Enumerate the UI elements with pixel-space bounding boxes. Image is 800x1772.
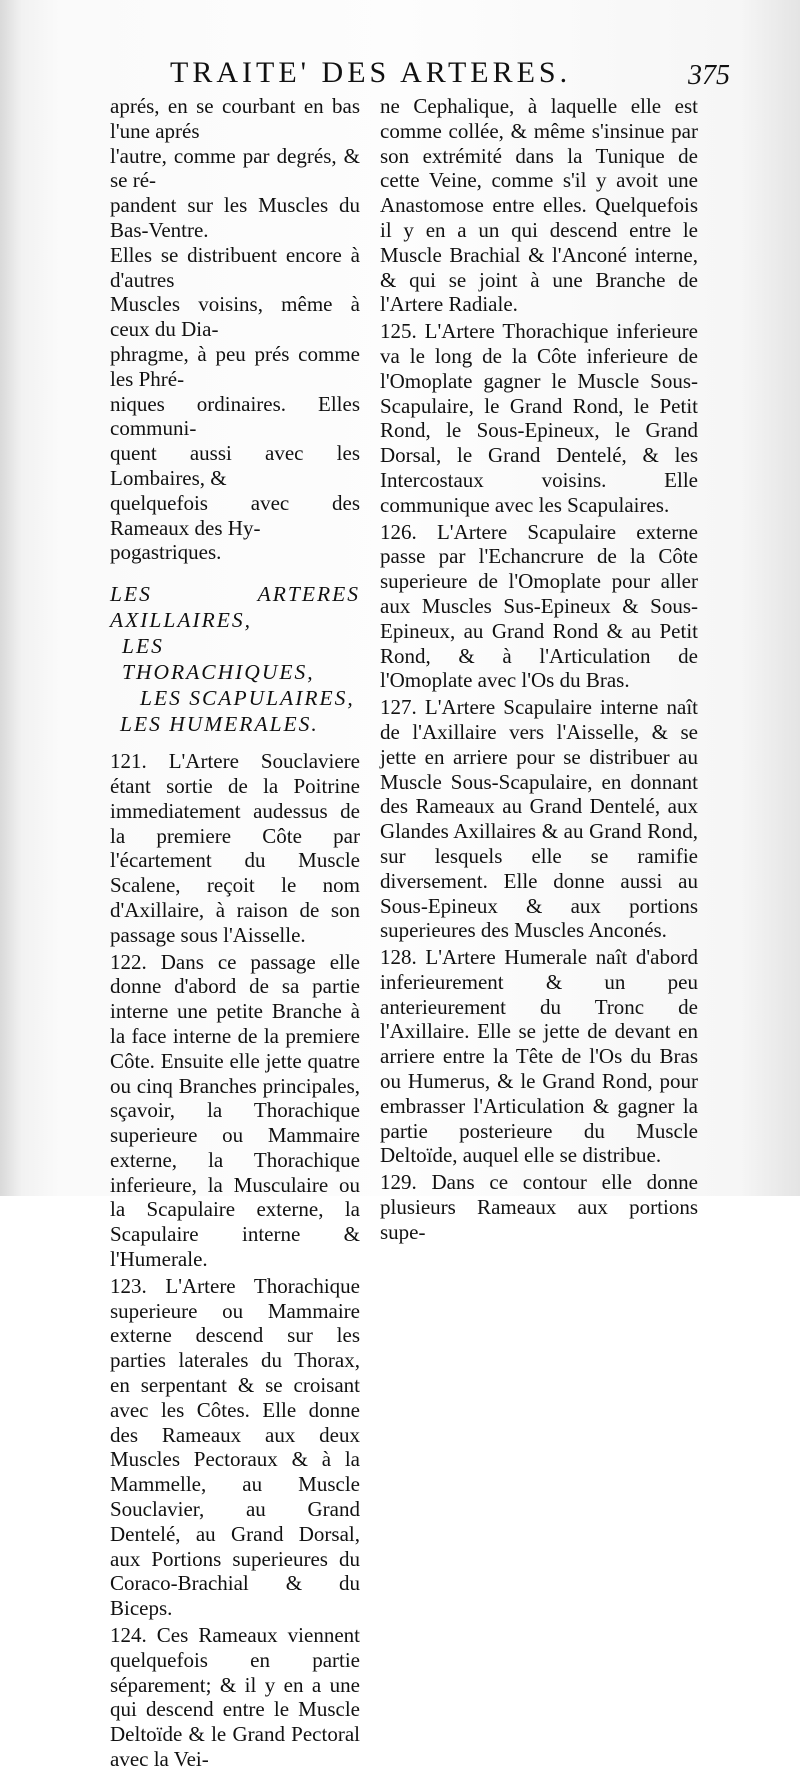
heading-line: LES SCAPULAIRES, [140,686,355,711]
continued-text-line: quelquefois avec des Rameaux des Hy- [110,490,360,540]
paragraph-text: Dans ce passage elle donne d'abord de sa partie interne une petite Branche à la face interne de la premiere Côte. Ensuite elle jette quatre ou cinq Branches principales, sçavoir, la Thorachique superieure ou Mammaire externe, la Thorachique inferieure, la Musculaire ou la Scapulaire externe, la Scapulaire interne & l'Humerale. [110,949,361,1272]
paragraph-122 [110,950,360,1272]
page-number: 375 [688,60,730,91]
heading-line: LES ARTERES AXILLAIRES, [110,582,360,633]
paragraph-text: L'Artere Souclaviere étant sortie de la Poitrine immediatement audessus de la premiere Côte par l'écartement du Muscle Scalene, reçoit le nom d'Axillaire, à raison de son passage sous l'Aisselle. [110,749,360,947]
continued-text-line: l'autre, comme par degrés, & se ré- [110,143,360,193]
continued-paragraph: ne Cephalique, à laquelle elle est comme collée, & même s'insinue par son extrémité dans la Tunique de cette Veine, comme s'il y avoit une Anastomose entre elles. Quelquefois il y en a un qui descend entre le Muscle Brachial & l'Anconé interne, & qui se joint à une Branche de l'Artere Radiale. [380,94,698,317]
paragraph-number: 122. [110,949,147,974]
paragraph-text: L'Artere Scapulaire externe passe par l'Echancrure de la Côte superieure de l'Omoplate pour aller aux Muscles Sus-Epineux & Sous-Epineux, au Grand Rond & au Petit Rond, & à l'Articulation de l'Omoplate avec l'Os du Bras. [380,519,699,693]
right-column [380,94,698,1245]
paragraph-text: L'Artere Humerale naît d'abord inferieurement & un peu anterieurement du Tronc de l'Axillaire. Elle se jette de devant en arriere entre la Tête de l'Os du Bras ou Humerus, & le Grand Rond, pour embrasser l'Articulation & gagner la partie posterieure du Muscle Deltoïde, auquel elle se distribue. [380,945,698,1168]
paragraph-121 [110,749,360,947]
continued-text-line: aprés, en se courbant en bas l'une aprés [110,94,360,143]
heading-line: LES HUMERALES. [120,712,319,737]
paragraph-124 [110,1623,360,1772]
heading-line: LES THORACHIQUES, [122,634,315,685]
paragraph-text: L'Artere Thorachique superieure ou Mammaire externe descend sur les parties laterales du Thorax, en serpentant & se croisant avec les Côtes. Elle donne des Rameaux aux deux Muscles Pectoraux & à la Mammelle, au Muscle Souclavier, au Grand Dentelé, au Grand Dorsal, aux Portions superieures du Coraco-Brachial & du Biceps. [110,1273,361,1621]
paragraph-number: 123. [110,1273,147,1298]
paragraph-number: 127. [380,695,417,720]
continued-text-line: Muscles voisins, même à ceux du Dia- [110,292,360,342]
paragraph-text: L'Artere Thorachique inferieure va le long de la Côte inferieure de l'Omoplate gagner le Muscle Sous-Scapulaire, le Grand Rond, le Petit Rond, le Sous-Epineux, le Grand Dorsal, le Grand Dentelé, & les Intercostaux voisins. Elle communique avec les Scapulaires. [380,319,698,517]
section-heading [110,581,360,737]
left-column [110,94,360,1772]
page-header [170,56,730,96]
paragraph-126 [380,520,698,694]
continued-text-line: pandent sur les Muscles du Bas-Ventre. [110,193,360,242]
paragraph-number: 125. [380,319,417,344]
continued-text-line: niques ordinaires. Elles communi- [110,391,360,441]
paragraph-text: L'Artere Scapulaire interne naît de l'Axillaire vers l'Aisselle, & se jette en arriere pour se distribuer au Muscle Sous-Scapulaire, en donnant des Rameaux au Grand Dentelé, aux Glandes Axillaires & au Grand Rond, sur lesquels elle se ramifie diversement. Elle donne aussi au Sous-Epineux & aux portions superieures des Muscles Anconés. [380,695,698,943]
paragraph-128 [380,945,698,1168]
paragraph-text: Dans ce contour elle donne plusieurs Rameaux aux portions supe- [380,1170,698,1244]
paragraph-number: 129. [380,1170,417,1195]
paragraph-number: 128. [380,945,417,970]
continued-text-line: phragme, à peu prés comme les Phré- [110,341,360,391]
paragraph-127 [380,695,698,943]
continued-text-line: pogastriques. [110,540,222,565]
paragraph-number: 126. [380,519,417,544]
paragraph-125 [380,319,698,517]
paragraph-text: Ces Rameaux viennent quelquefois en partie séparement; & il y en a une qui descend entre le Muscle Deltoïde & le Grand Pectoral avec la Vei- [110,1623,360,1772]
continued-text-line: Elles se distribuent encore à d'autres [110,242,360,292]
paragraph-129 [380,1170,698,1244]
paragraph-number: 121. [110,749,147,774]
running-title: TRAITE' DES ARTERES. [170,56,572,89]
paragraph-123 [110,1274,360,1621]
paragraph-number: 124. [110,1623,147,1648]
continued-text-line: quent aussi avec les Lombaires, & [110,441,360,490]
